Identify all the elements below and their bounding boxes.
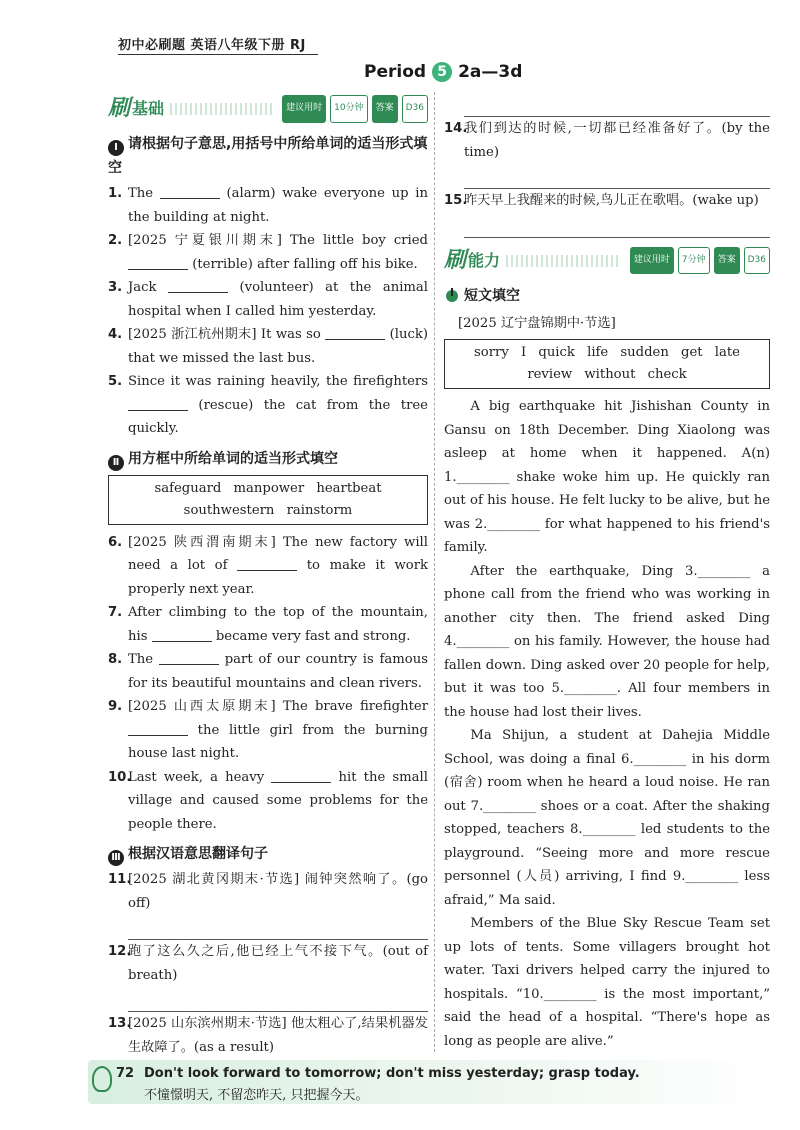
translation-item [444,117,770,164]
translation-item [108,868,428,915]
answer-blank[interactable] [128,396,188,411]
cloze-heading [444,284,770,308]
question-post: hit the small village and caused some problems for the people there. [128,769,428,832]
question-text [128,229,428,276]
banner-stripes [170,103,272,115]
question-number: 7. [108,605,123,620]
question-number: 3. [108,280,123,295]
question-post: (alarm) wake everyone up in the building at night. [128,186,428,225]
question-item [108,276,428,323]
answer-blank[interactable] [128,721,188,736]
part1-number-icon: Ⅰ [108,140,124,156]
question-post: part of our country is famous for its beautiful mountains and clean rivers. [128,652,428,691]
question-text: 昨天早上我醒来的时候,鸟儿正在歌唱。(wake up) [464,193,759,208]
footer-quote-english: Don't look forward to tomorrow; don't miss yesterday; grasp today. [144,1066,640,1081]
question-number: 2. [108,233,123,248]
question-item [108,182,428,229]
period-title [364,62,522,82]
time-tag-label: 建议用时 [282,95,326,123]
time-tag-value: 10分钟 [330,95,367,123]
passage-paragraph: A big earthquake hit Jishishan County in Gansu on 18th December. Ding Xiaolong was asleep at home when it happened. A(n) 1.________ shake woke him up. He quickly ran out of his house. He felt lucky to be alive, but he was 2.________ for what happened to his friend's family. [444,399,770,555]
answer-line[interactable] [464,164,770,189]
question-number: 14. [444,121,468,136]
answer-tag-label: 答案 [714,247,740,275]
cloze-word-box: sorry I quick life sudden get late review without check [444,339,770,389]
part2-number-icon: Ⅱ [108,455,124,471]
question-number: 13. [108,1016,132,1031]
question-pre: The [128,652,159,667]
answer-blank[interactable] [168,278,228,293]
answer-line[interactable] [128,987,428,1012]
question-pre: Since it was raining heavily, the firefighters [128,374,428,389]
time-tag-label: 建议用时 [630,247,674,275]
question-pre: [2025 浙江杭州期末] It was so [128,327,326,342]
part2-title: 用方框中所给单词的适当形式填空 [128,450,338,467]
part2-word-box: safeguard manpower heartbeat southwestern rainstorm [108,475,428,525]
part3-title: 根据汉语意思翻译句子 [128,846,268,862]
question-number: 9. [108,699,123,714]
lightbulb-icon [92,1066,112,1092]
question-item [108,648,428,695]
translation-item [444,189,770,213]
question-pre: [2025 山西太原期末] The brave firefighter [128,699,428,714]
question-item [108,601,428,648]
period-range: 2a—3d [458,62,523,82]
answer-line[interactable] [464,213,770,238]
question-number: 10. [108,769,132,785]
passage-paragraph: After the earthquake, Ding 3.________ a phone call from the friend who was working in another city then. The friend asked Ding 4.________ on his family. However, the house had fallen down. Ding asked over 20 people for help, but it was too 5.________. All four members in the house had lost their lives. [444,563,770,720]
column-divider [434,92,435,1052]
question-number: 6. [108,534,123,550]
question-number: 11. [108,872,132,887]
question-text [128,370,428,441]
answer-tag-page: D36 [402,95,428,123]
question-post: (terrible) after falling off his bike. [188,256,418,272]
footer-banner [88,1060,768,1104]
question-item [108,229,428,276]
brush-logo: 刷 [108,96,131,122]
page-number: 72 [116,1066,135,1081]
time-tag-value: 7分钟 [678,247,710,275]
header-rule [118,54,318,55]
question-text [128,182,428,229]
question-pre: The [128,186,160,201]
question-pre: After climbing to the top of the mountain, his [128,605,428,644]
question-item [108,370,428,441]
answer-blank[interactable] [237,556,297,571]
answer-tag-label: 答案 [372,95,398,123]
period-number-badge: 5 [432,62,452,82]
basic-section-banner [108,92,428,126]
question-number: 5. [108,374,123,389]
answer-line[interactable] [464,92,770,117]
question-text [128,323,428,370]
question-item [108,531,428,602]
cloze-passage [444,395,770,1053]
question-text [128,766,428,837]
question-text [128,648,428,695]
question-text [128,276,428,323]
question-number: 1. [108,186,123,201]
brush-logo: 刷 [444,247,467,273]
right-column [444,92,770,1053]
answer-tag-page: D36 [744,247,770,275]
banner-stripes [506,255,620,267]
question-post: to make it work properly next year. [128,558,428,597]
question-text [128,531,428,602]
question-text [128,601,428,648]
question-post: (volunteer) at the animal hospital when I called him yesterday. [128,280,429,319]
answer-blank[interactable] [128,255,188,270]
answer-blank[interactable] [271,768,331,783]
passage-paragraph: Members of the Blue Sky Rescue Team set up lots of tents. Some villagers brought hot water. Taxi drivers helped carry the injured to hospitals. “10.________ is the most important,” said the head of a hospital. “There's hope as long as people are alive.” [444,916,770,1049]
question-text [128,695,428,766]
book-header: 初中必刷题 英语八年级下册 RJ [118,38,306,53]
question-pre: [2025 宁夏银川期末] The little boy cried [128,233,428,248]
part3-heading [108,842,428,866]
answer-blank[interactable] [152,627,212,642]
basic-section-title: 基础 [132,99,165,119]
question-item [108,323,428,370]
answer-blank[interactable] [160,184,220,199]
question-text: 跑了这么久之后,他已经上气不接下气。(out of breath) [128,944,428,983]
question-post: (luck) that we missed the last bus. [128,327,428,366]
question-number: 15. [444,193,468,208]
question-pre: Jack [128,280,169,295]
question-pre: Last week, a heavy [128,769,272,785]
ability-section-banner [444,244,770,278]
period-label: Period [364,62,427,82]
question-text: [2025 湖北黄冈期末·节选] 闹钟突然响了。(go off) [128,872,428,911]
part1-title: 请根据句子意思,用括号中所给单词的适当形式填空 [108,136,428,176]
question-text: 我们到达的时候,一切都已经准备好了。(by the time) [464,121,770,160]
answer-blank[interactable] [159,650,219,665]
part3-number-icon: Ⅲ [108,850,124,866]
cloze-source: [2025 辽宁盘锦期中·节选] [458,315,616,331]
question-post: (rescue) the cat from the tree quickly. [128,397,428,436]
pen-icon [444,287,460,303]
question-number: 4. [108,327,123,342]
part1-heading [108,132,428,180]
question-post: became very fast and strong. [211,628,411,644]
left-column [108,92,428,1059]
answer-line[interactable] [128,915,428,940]
question-item [108,695,428,766]
translation-item [108,940,428,987]
passage-paragraph: Ma Shijun, a student at Dahejia Middle School, was doing a final 6.________ in his dorm (宿舍) room when he heard a loud noise. He ran out 7.________ shoes or a coat. After the shaking stopped, teachers 8.________ led students to the playground. “Seeing more and more rescue personnel (人员) arriving, I find 9.________ less afraid,” Ma said. [444,728,770,908]
part2-heading [108,447,428,471]
question-number: 12. [108,944,132,959]
footer-quote-chinese: 不憧憬明天, 不留恋昨天, 只把握今天。 [144,1088,369,1103]
translation-item [108,1012,428,1059]
cloze-title: 短文填空 [464,287,520,304]
question-post: the little girl from the burning house last night. [128,722,428,761]
question-text: [2025 山东滨州期末·节选] 他太粗心了,结果机器发生故障了。(as a result) [128,1016,428,1055]
question-number: 8. [108,652,123,667]
question-item [108,766,428,837]
answer-blank[interactable] [325,325,385,340]
question-pre: [2025 陕西渭南期末] The new factory will need a lot of [128,534,428,573]
ability-section-title: 能力 [468,250,501,270]
